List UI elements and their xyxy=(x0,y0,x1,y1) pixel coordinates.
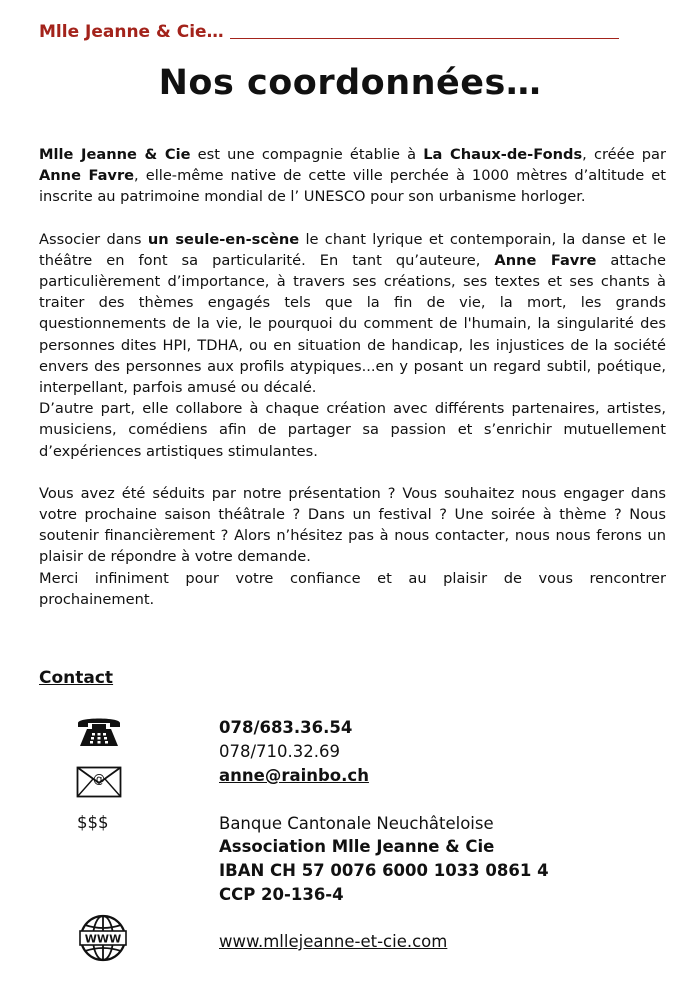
telephone-icon xyxy=(75,714,123,748)
association-name: Association Mlle Jeanne & Cie xyxy=(219,837,495,856)
paragraph-specialty xyxy=(39,229,666,399)
page-title: Nos coordonnées… xyxy=(158,63,542,103)
paragraph-text: , créée par xyxy=(582,146,666,163)
paragraph-text: attache particulièrement d’importance, à travers ses créations, ses textes et ses chants à traiter des thèmes engagés tels que la fin de vie, la mort, les grands questionnements de la vie, le pourquoi du comment de l'humain, la singularité des personnes dites HPI, TDHA, ou en situation de handicap, les injustices de la société envers des personnes aux profils atypiques...en y posant un regard subtil, poétique, interpellant, parfois amusé ou décalé. xyxy=(39,251,666,397)
iban-number: IBAN CH 57 0076 6000 1033 0861 4 xyxy=(219,861,549,880)
city-name: La Chaux-de-Fonds xyxy=(423,146,583,163)
company-name: Mlle Jeanne & Cie xyxy=(39,146,191,163)
header-title: Mlle Jeanne & Cie… xyxy=(39,22,224,42)
paragraph-thanks: Merci infiniment pour votre confiance et au plaisir de vous rencontrer prochainement. xyxy=(39,569,666,608)
paragraph-invitation: Vous avez été séduits par notre présentation ? Vous souhaitez nous engager dans votre prochaine saison théâtrale ? Dans un festival ? Une soirée à thème ? Nous soutenir financièrement ? Alors n’hésitez pas à nous contacter, nous nous ferons un plaisir de répondre à votre demande. xyxy=(39,484,666,566)
phone-number-primary: 078/683.36.54 xyxy=(219,718,353,737)
paragraph-text: Associer dans xyxy=(39,230,148,248)
header-rule xyxy=(230,38,619,39)
paragraph-text: le chant lyrique et contemporain, la danse et le théâtre en font sa particularité. En tant qu’auteure, xyxy=(39,230,666,269)
phone-number-secondary: 078/710.32.69 xyxy=(219,742,341,761)
page-header xyxy=(39,20,619,42)
paragraph-collaboration: D’autre part, elle collabore à chaque création avec différents partenaires, artistes, musiciens, comédiens afin de partager sa passion et s’enrichir mutuellement d’expériences artistiques stimulantes. xyxy=(39,400,666,460)
author-name: Anne Favre xyxy=(494,251,597,269)
envelope-at-icon xyxy=(76,766,122,798)
email-link[interactable]: anne@rainbo.ch xyxy=(219,766,369,785)
ccp-number: CCP 20-136-4 xyxy=(219,885,344,904)
website-link-wrapper xyxy=(219,931,447,953)
author-name: Anne Favre xyxy=(39,167,135,185)
bank-name: Banque Cantonale Neuchâteloise xyxy=(219,814,494,833)
show-type: un seule-en-scène xyxy=(147,230,300,248)
website-link[interactable]: www.mllejeanne-et-cie.com xyxy=(219,932,448,951)
contact-heading: Contact xyxy=(39,668,114,688)
money-symbol: $$$ xyxy=(77,813,109,832)
presentation-text xyxy=(39,144,666,610)
email-link-wrapper xyxy=(219,765,369,787)
paragraph-text: est une compagnie établie à xyxy=(190,146,424,163)
globe-www-icon xyxy=(78,913,128,963)
svg-text:@: @ xyxy=(93,772,105,786)
paragraph-intro xyxy=(39,144,666,208)
paragraph-text: , elle-même native de cette ville perchée à 1000 mètres d’altitude et inscrite au patrimoine mondial de l’ UNESCO pour son urbanisme horloger. xyxy=(39,167,666,206)
www-icon-text: WWW xyxy=(84,932,122,946)
